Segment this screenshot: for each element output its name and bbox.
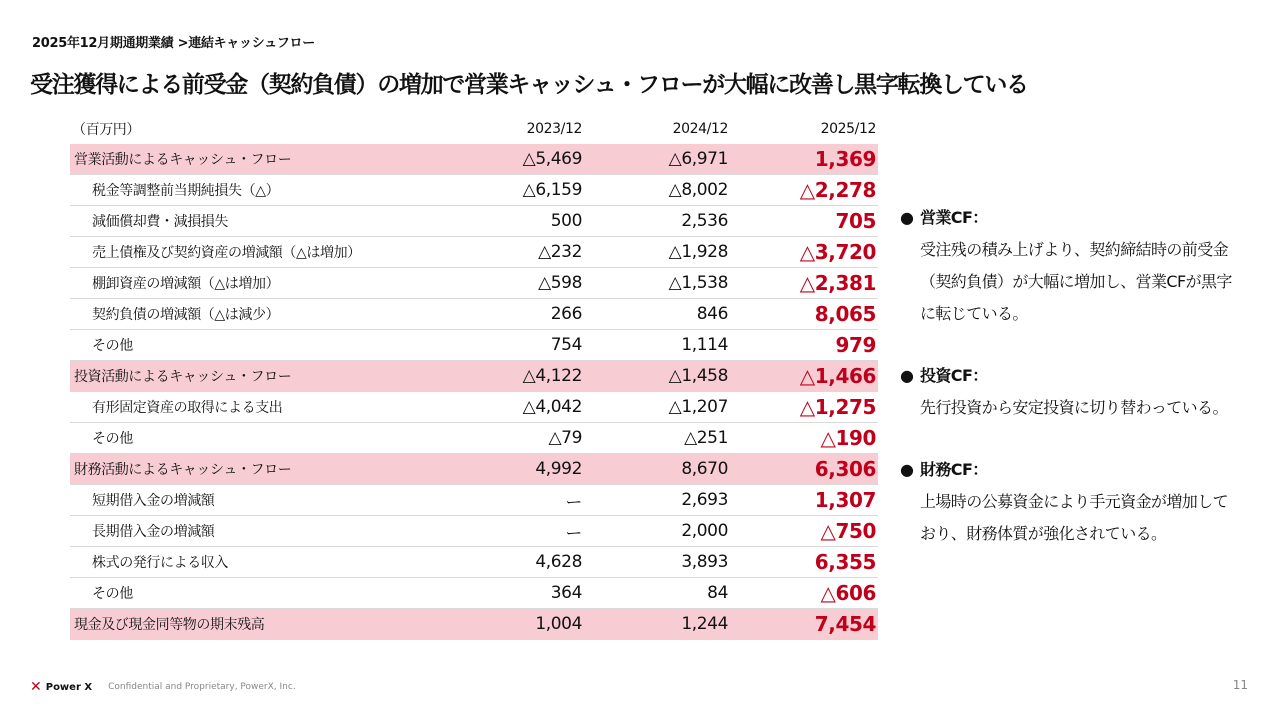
table-row bbox=[70, 392, 878, 423]
row-label: 棚卸資産の増減額（△は増加） bbox=[70, 268, 438, 299]
table-row bbox=[70, 237, 878, 268]
row-label: 短期借入金の増減額 bbox=[70, 485, 438, 516]
note-heading: 投資CF： bbox=[920, 366, 988, 385]
cell-2025-12: △750 bbox=[730, 516, 878, 547]
cell-2023-12: ー bbox=[438, 516, 584, 547]
note-heading: 財務CF： bbox=[920, 460, 988, 479]
table-row-section bbox=[70, 144, 878, 175]
cell-2023-12: △4,122 bbox=[438, 361, 584, 392]
note-operating-cf bbox=[900, 202, 1260, 330]
column-header-2024: 2024/12 bbox=[672, 121, 728, 137]
bullet-icon: ● bbox=[900, 460, 914, 479]
table-row-section bbox=[70, 609, 878, 640]
cell-2023-12: 4,992 bbox=[438, 454, 584, 485]
footer bbox=[30, 678, 296, 696]
cell-2025-12: 705 bbox=[730, 206, 878, 237]
note-line: おり、財務体質が強化されている。 bbox=[920, 524, 1167, 543]
note-line: （契約負債）が大幅に増加し、営業CFが黒字 bbox=[920, 272, 1232, 291]
cell-2023-12: △79 bbox=[438, 423, 584, 454]
row-label: 財務活動によるキャッシュ・フロー bbox=[70, 454, 438, 485]
powerx-logo-text: Power X bbox=[45, 681, 93, 693]
row-label: 営業活動によるキャッシュ・フロー bbox=[70, 144, 438, 175]
row-label: 契約負債の増減額（△は減少） bbox=[70, 299, 438, 330]
cell-2023-12: △232 bbox=[438, 237, 584, 268]
cell-2025-12: 1,369 bbox=[730, 144, 878, 175]
note-body bbox=[900, 234, 1260, 330]
cell-2023-12: △4,042 bbox=[438, 392, 584, 423]
row-label: 現金及び現金同等物の期末残高 bbox=[70, 609, 438, 640]
table-row bbox=[70, 516, 878, 547]
table-row bbox=[70, 175, 878, 206]
table-row bbox=[70, 423, 878, 454]
cell-2023-12: △598 bbox=[438, 268, 584, 299]
cell-2024-12: 3,893 bbox=[584, 547, 730, 578]
bullet-icon: ● bbox=[900, 366, 914, 385]
cell-2024-12: △1,458 bbox=[584, 361, 730, 392]
note-line: 上場時の公募資金により手元資金が増加して bbox=[920, 492, 1229, 511]
cell-2023-12: △6,159 bbox=[438, 175, 584, 206]
note-financing-cf bbox=[900, 454, 1260, 550]
row-label: 税金等調整前当期純損失（△） bbox=[70, 175, 438, 206]
row-label: その他 bbox=[70, 423, 438, 454]
cell-2025-12: 6,306 bbox=[730, 454, 878, 485]
cell-2024-12: △1,538 bbox=[584, 268, 730, 299]
cell-2024-12: △6,971 bbox=[584, 144, 730, 175]
cell-2025-12: △606 bbox=[730, 578, 878, 609]
row-label: 投資活動によるキャッシュ・フロー bbox=[70, 361, 438, 392]
note-line: に転じている。 bbox=[920, 304, 1028, 323]
commentary-notes bbox=[900, 202, 1260, 580]
cell-2024-12: 1,244 bbox=[584, 609, 730, 640]
table-row bbox=[70, 330, 878, 361]
cell-2025-12: 979 bbox=[730, 330, 878, 361]
page-title: 受注獲得による前受金（契約負債）の増加で営業キャッシュ・フローが大幅に改善し黒字転換している bbox=[30, 72, 1028, 98]
cell-2024-12: 8,670 bbox=[584, 454, 730, 485]
cell-2025-12: △1,466 bbox=[730, 361, 878, 392]
table-row bbox=[70, 547, 878, 578]
table-row bbox=[70, 299, 878, 330]
cell-2025-12: △190 bbox=[730, 423, 878, 454]
cell-2023-12: 1,004 bbox=[438, 609, 584, 640]
note-investing-cf bbox=[900, 360, 1260, 424]
column-header-2025: 2025/12 bbox=[820, 121, 876, 137]
cell-2023-12: 4,628 bbox=[438, 547, 584, 578]
breadcrumb: 2025年12月期通期業績 >連結キャッシュフロー bbox=[32, 36, 315, 51]
cell-2025-12: 1,307 bbox=[730, 485, 878, 516]
cell-2024-12: 846 bbox=[584, 299, 730, 330]
cell-2024-12: △251 bbox=[584, 423, 730, 454]
row-label: 減価償却費・減損損失 bbox=[70, 206, 438, 237]
row-label: その他 bbox=[70, 578, 438, 609]
cell-2023-12: 754 bbox=[438, 330, 584, 361]
powerx-logo-icon: ✕ bbox=[30, 679, 42, 695]
row-label: 長期借入金の増減額 bbox=[70, 516, 438, 547]
cell-2024-12: 2,000 bbox=[584, 516, 730, 547]
table-row bbox=[70, 268, 878, 299]
cell-2024-12: 2,693 bbox=[584, 485, 730, 516]
cell-2025-12: △3,720 bbox=[730, 237, 878, 268]
cell-2023-12: △5,469 bbox=[438, 144, 584, 175]
cell-2025-12: △1,275 bbox=[730, 392, 878, 423]
cell-2025-12: 7,454 bbox=[730, 609, 878, 640]
cell-2025-12: 6,355 bbox=[730, 547, 878, 578]
table-row bbox=[70, 206, 878, 237]
cell-2023-12: 266 bbox=[438, 299, 584, 330]
note-heading: 営業CF： bbox=[920, 208, 988, 227]
table-row-section bbox=[70, 454, 878, 485]
cell-2025-12: △2,381 bbox=[730, 268, 878, 299]
table-header-row bbox=[70, 114, 878, 144]
confidential-notice: Confidential and Proprietary, PowerX, Inc. bbox=[108, 682, 296, 692]
cell-2023-12: ー bbox=[438, 485, 584, 516]
row-label: 有形固定資産の取得による支出 bbox=[70, 392, 438, 423]
cell-2024-12: △8,002 bbox=[584, 175, 730, 206]
table-row bbox=[70, 578, 878, 609]
cell-2023-12: 500 bbox=[438, 206, 584, 237]
cell-2024-12: 84 bbox=[584, 578, 730, 609]
bullet-icon: ● bbox=[900, 208, 914, 227]
page-number: 11 bbox=[1232, 678, 1248, 692]
table-row-section bbox=[70, 361, 878, 392]
cell-2024-12: 2,536 bbox=[584, 206, 730, 237]
note-body bbox=[900, 486, 1260, 550]
note-line: 先行投資から安定投資に切り替わっている。 bbox=[920, 398, 1228, 417]
cell-2024-12: △1,928 bbox=[584, 237, 730, 268]
row-label: その他 bbox=[70, 330, 438, 361]
column-header-2023: 2023/12 bbox=[526, 121, 582, 137]
note-body bbox=[900, 392, 1260, 424]
cell-2024-12: 1,114 bbox=[584, 330, 730, 361]
cell-2025-12: 8,065 bbox=[730, 299, 878, 330]
cashflow-table-body bbox=[70, 144, 878, 640]
row-label: 売上債権及び契約資産の増減額（△は増加） bbox=[70, 237, 438, 268]
cashflow-table bbox=[70, 114, 878, 640]
cell-2025-12: △2,278 bbox=[730, 175, 878, 206]
unit-label: （百万円） bbox=[72, 122, 140, 138]
note-line: 受注残の積み上げより、契約締結時の前受金 bbox=[920, 240, 1229, 259]
row-label: 株式の発行による収入 bbox=[70, 547, 438, 578]
table-row bbox=[70, 485, 878, 516]
cell-2024-12: △1,207 bbox=[584, 392, 730, 423]
cell-2023-12: 364 bbox=[438, 578, 584, 609]
